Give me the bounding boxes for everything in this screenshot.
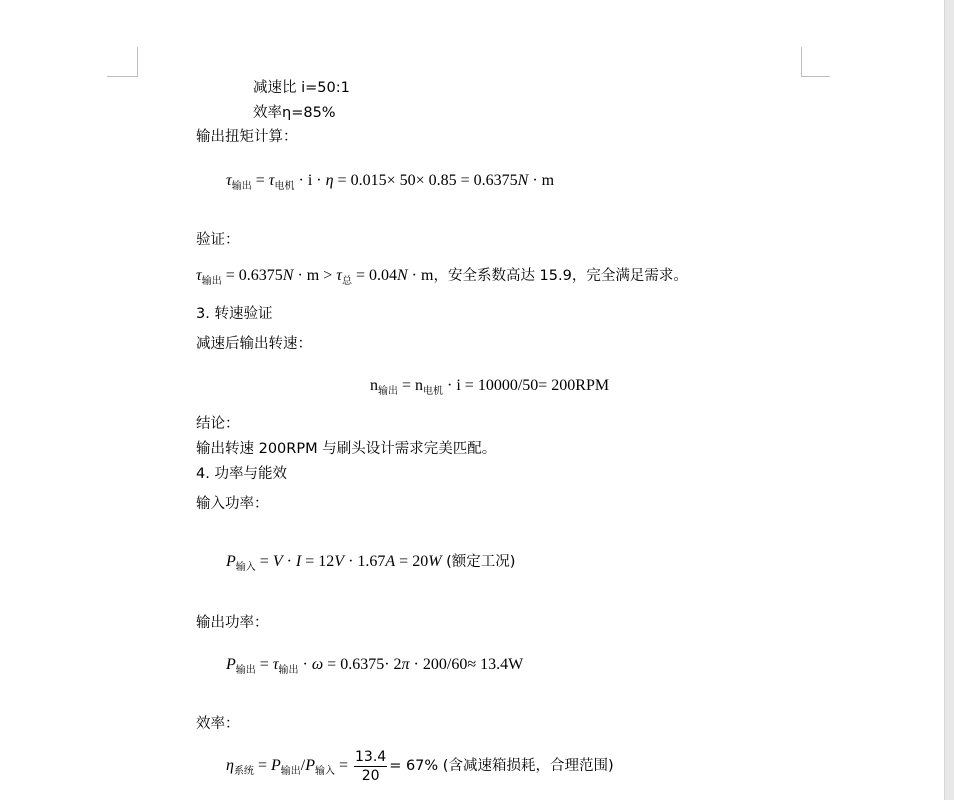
efficiency-heading: 效率： [196,716,240,732]
section-speed-title: 3. 转速验证 [196,306,273,322]
verify-conclusion: ，安全系数高达 15.9，完全满足需求。 [433,268,688,284]
output-power-formula: $P_{输出} = \tau_{输出} \cdot \omega = 0.6375\cdot 2\pi \cdot 200/60\approx 13.4W$ [226,656,524,676]
torque-formula: $\tau_{输出} = \tau_{电机} \cdot i \cdot \eta = 0.015\times 50\times 0.85 = 0.6375N \cdot m$ [226,172,555,192]
margin-corner-top-left [107,47,138,77]
speed-formula: $n_{输出} = n_{电机} \cdot i = 10000/50= 200RPM$ [370,377,610,397]
efficiency-fraction: $\frac{13.4}{20}$ [355,749,387,784]
torque-heading: 输出扭矩计算： [196,129,298,145]
speed-conclusion-text: 输出转速 200RPM 与刷头设计需求完美匹配。 [196,441,497,457]
efficiency-formula: $\eta_{系统} = P_{输出}/P_{输入}$ = $\frac{13.4}{20}$ = 67% (含减速箱损耗，合理范围) [226,749,614,784]
speed-conclusion-label: 结论： [196,416,240,432]
reduction-ratio-line: 减速比 i=50:1 [253,80,350,96]
output-power-heading: 输出功率： [196,615,269,631]
verify-formula: $\tau_{输出} = 0.6375N \cdot m > \tau_总 = 0.04N \cdot m$，安全系数高达 15.9，完全满足需求。 [196,267,688,287]
speed-subheading: 减速后输出转速： [196,336,312,352]
margin-corner-top-right [801,47,830,77]
input-power-formula: $P_{输入} = V \cdot I = 12V \cdot 1.67A = 20W$ (额定工况) [226,553,516,573]
efficiency-line: 效率η=85% [253,105,336,121]
verify-heading: 验证： [196,232,240,248]
input-power-heading: 输入功率： [196,496,269,512]
vertical-scrollbar[interactable] [944,0,954,800]
section-power-title: 4. 功率与能效 [196,466,287,482]
